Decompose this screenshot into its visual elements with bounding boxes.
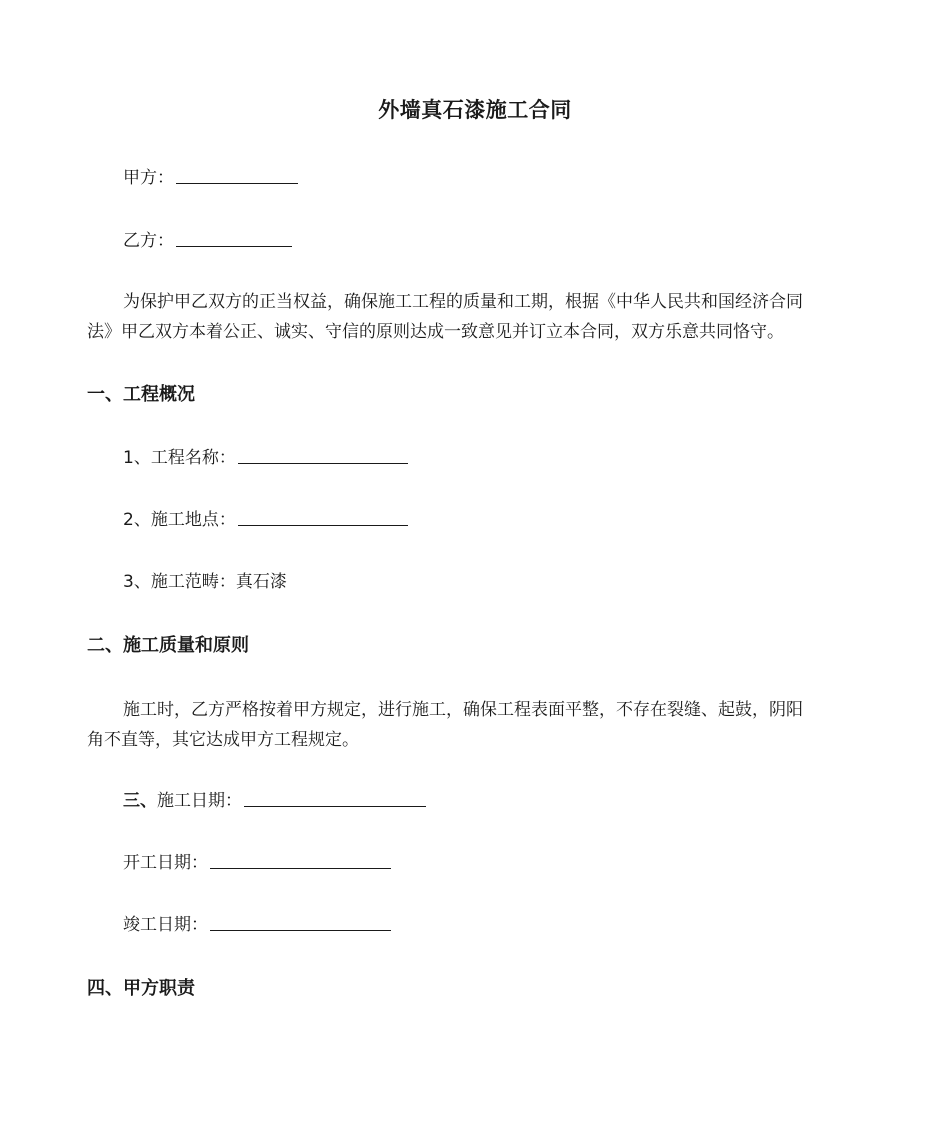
- construction-date-blank[interactable]: [244, 789, 426, 807]
- scope-value: 真石漆: [235, 572, 287, 592]
- quality-paragraph-line1: 施工时，乙方严格按着甲方规定，进行施工，确保工程表面平整，不存在裂缝、起鼓，阴阳: [123, 700, 803, 720]
- section-3-prefix: 三、: [123, 791, 157, 811]
- party-a-label: 甲方：: [123, 168, 174, 188]
- party-b-field: [123, 229, 292, 253]
- end-date-label: 竣工日期：: [123, 915, 208, 935]
- section-3-field: [123, 789, 426, 813]
- scope-label: 3、施工范畴：: [123, 572, 236, 592]
- document-title: 外墙真石漆施工合同: [378, 98, 572, 122]
- party-a-field: [123, 166, 298, 190]
- section-3-label: 施工日期：: [157, 791, 242, 811]
- start-date-field: [123, 851, 391, 875]
- intro-paragraph-line1: 为保护甲乙双方的正当权益，确保施工工程的质量和工期，根据《中华人民共和国经济合同: [123, 292, 803, 312]
- section-2-heading: 二、施工质量和原则: [87, 635, 249, 656]
- site-location-label: 2、施工地点：: [123, 510, 236, 530]
- quality-paragraph-line2: 角不直等，其它达成甲方工程规定。: [87, 730, 359, 750]
- section-4-heading: 四、甲方职责: [87, 978, 195, 999]
- intro-paragraph-line2: 法》甲乙双方本着公正、诚实、守信的原则达成一致意见并订立本合同，双方乐意共同恪守。: [87, 322, 784, 342]
- party-b-blank[interactable]: [176, 229, 292, 247]
- scope-field: [123, 570, 287, 594]
- end-date-field: [123, 913, 391, 937]
- section-1-heading: 一、工程概况: [87, 384, 195, 405]
- start-date-label: 开工日期：: [123, 853, 208, 873]
- party-b-label: 乙方：: [123, 231, 174, 251]
- site-location-field: [123, 508, 408, 532]
- site-location-blank[interactable]: [238, 508, 408, 526]
- project-name-label: 1、工程名称：: [123, 448, 236, 468]
- project-name-blank[interactable]: [238, 446, 408, 464]
- party-a-blank[interactable]: [176, 166, 298, 184]
- project-name-field: [123, 446, 408, 470]
- start-date-blank[interactable]: [210, 851, 391, 869]
- end-date-blank[interactable]: [210, 913, 391, 931]
